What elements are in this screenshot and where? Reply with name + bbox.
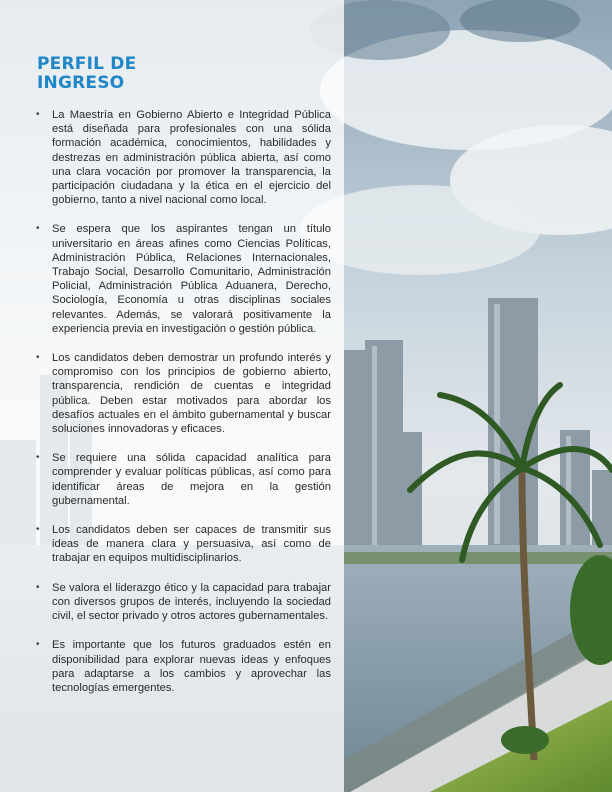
- list-item-text: Se espera que los aspirantes tengan un título universitario en áreas afines como Ciencias Políticas, Administración Pública, Relaciones Internacionales, Trabajo Social, Desarrollo Comunitario, Administración Policial, Administración Pública Aduanera, Derecho, Sociología, Economía u otras disciplinas sociales relevantes. Además, se valorará positivamente la experiencia previa en investigación o gestión pública.: [52, 223, 331, 335]
- list-item-text: La Maestría en Gobierno Abierto e Integridad Pública está diseñada para profesionales con una sólida formación académica, conocimientos, habilidades y destrezas en administración pública abierta, así como una clara vocación por promover la transparencia, la participación ciudadana y la ética en el ejercicio del gobierno, tanto a nivel nacional como local.: [52, 109, 331, 207]
- list-item: [33, 351, 331, 436]
- list-item: [33, 638, 331, 695]
- list-item-text: Los candidatos deben demostrar un profundo interés y compromiso con los principios de gobierno abierto, transparencia, rendición de cuentas e integridad pública. Deben estar motivados para abordar los desafíos actuales en el ámbito gubernamental y buscar soluciones innovadoras y eficaces.: [52, 352, 331, 436]
- bullet-icon: •: [36, 109, 40, 120]
- list-item: [33, 222, 331, 336]
- list-item: [33, 108, 331, 207]
- list-item-text: Los candidatos deben ser capaces de transmitir sus ideas de manera clara y persuasiva, así como de trabajar en equipos multidisciplinarios.: [52, 524, 331, 565]
- profile-bullet-list: [33, 108, 331, 710]
- bullet-icon: •: [36, 223, 40, 235]
- title-line-2: INGRESO: [37, 73, 125, 93]
- bullet-icon: •: [36, 352, 40, 364]
- bullet-icon: •: [36, 639, 40, 651]
- title-line-1: PERFIL DE: [37, 54, 137, 74]
- list-item: [33, 523, 331, 566]
- list-item: [33, 451, 331, 508]
- page-title: [37, 55, 136, 93]
- list-item: [33, 581, 331, 624]
- bullet-icon: •: [36, 581, 40, 593]
- list-item-text: Se valora el liderazgo ético y la capacidad para trabajar con diversos grupos de interés, incluyendo la sociedad civil, el sector privado y otros actores gubernamentales.: [52, 581, 331, 623]
- bullet-icon: •: [36, 524, 40, 536]
- list-item-text: Se requiere una sólida capacidad analítica para comprender y evaluar políticas públicas, así como para identificar áreas de mejora en la gestión gubernamental.: [52, 452, 331, 507]
- list-item-text: Es importante que los futuros graduados estén en disponibilidad para explorar nuevas ideas y enfoques para adaptarse a los cambios y aprovechar las tecnologías emergentes.: [52, 639, 331, 694]
- bullet-icon: •: [36, 452, 40, 464]
